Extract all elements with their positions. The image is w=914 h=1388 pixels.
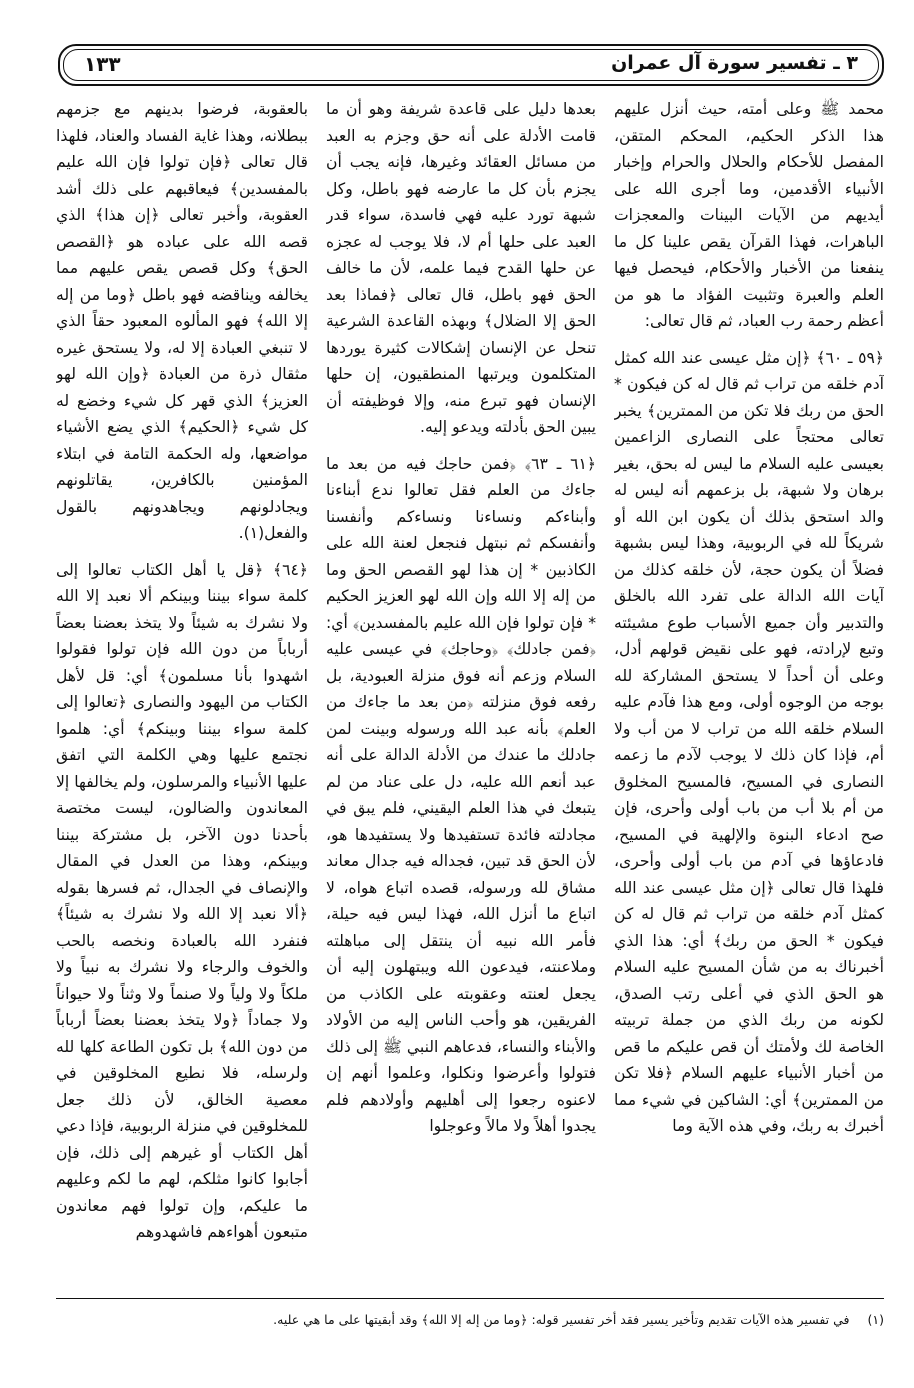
paragraph: ﴿٦١ ـ ٦٣﴾ ﴿فمن حاجك فيه من بعد ما جاءك من العلم فقل تعالوا ندع أبناءنا وأبناءكم ونساءنا ونساءكم وأنفسنا وأنفسكم ثم نبتهل فنجعل لعنة الله على الكاذبين * إن هذا لهو القصص الحق وما من إله إلا الله وإن الله لهو العزيز الحكيم * فإن تولوا فإن الله عليم بالمفسدين﴾ أي: ﴿فمن جادلك﴾ ﴿وحاجك﴾ في عيسى عليه السلام وزعم أنه فوق منزلة العبودية، بل رفعه فوق منزلته ﴿من بعد ما جاءك من العلم﴾ بأنه عبد الله ورسوله وبينت لمن جادلك ما عندك من الأدلة الدالة على أنه عبد أنعم الله عليه، دل على عناد من لم يتبعك في هذا العلم اليقيني، فلم يبق في مجادلته فائدة تستفيدها ولا يستفيدها هو، لأن الحق قد تبين، فجداله فيه جدال معاند مشاق لله ورسوله، قصده اتباع هواه، لا اتباع ما أنزل الله، فهذا ليس فيه حيلة، فأمر الله نبيه أن ينتقل إلى مباهلته وملاعنته، فيدعون الله ويبتهلون إليه أن يجعل لعنته وعقوبته على الكاذب من الفريقين، هو وأحب الناس إليه من الأولاد والأبناء والنساء، فدعاهم النبي ﷺ إلى ذلك فتولوا وأعرضوا ونكلوا، وعلموا أنهم إن لاعنوه رجعوا إلى أهليهم وأولادهم فلم يجدوا أهلاً ولا مالاً وعوجلوا <box>326 454 596 1135</box>
footnote-number: (١) <box>867 1312 884 1327</box>
text-column-right <box>614 96 884 1284</box>
page-header-frame <box>58 44 884 86</box>
text-column-middle <box>326 96 596 1284</box>
paragraph: بالعقوبة، فرضوا بدينهم مع جزمهم ببطلانه، وهذا غاية الفساد والعناد، فلهذا قال تعالى ﴿فإن تولوا فإن الله عليم بالمفسدين﴾ فيعاقبهم على ذلك أشد العقوبة، وأخبر تعالى ﴿إن هذا﴾ الذي قصه الله على عباده هو ﴿القصص الحق﴾ وكل قصص يقص عليهم مما يخالفه ويناقضه فهو باطل ﴿وما من إله إلا الله﴾ فهو المألوه المعبود حقاً الذي لا تنبغي العبادة إلا له، ولا يستحق غيره مثقال ذرة من العبادة ﴿وإن الله لهو العزيز﴾ الذي قهر كل شيء وخضع له كل شيء ﴿الحكيم﴾ الذي يضع الأشياء مواضعها، وله الحكمة التامة في ابتلاء المؤمنين بالكافرين، يقاتلونهم ويجادلونهم ويجاهدونهم بالقول والفعل(١). <box>56 100 308 542</box>
running-head-title: ٣ ـ تفسير سورة آل عمران <box>611 52 858 74</box>
paragraph: ﴿٥٩ ـ ٦٠﴾ ﴿إن مثل عيسى عند الله كمثل آدم خلقه من تراب ثم قال له كن فيكون * الحق من ربك فلا تكن من الممترين﴾ يخبر تعالى محتجاً على النصارى الزاعمين بعيسى عليه السلام ما ليس له بحق، بغير برهان ولا شبهة، بل بزعمهم أنه ليس له والد استحق بذلك أن يكون ابن الله أو شريكاً لله في الربوبية، وهذا ليس بشبهة فضلاً أن يكون حجة، لأن خلقه كذلك من آيات الله الدالة على تفرد الله بالخلق والتدبير وأن جميع الأسباب طوع مشيئته وتبع لإرادته، فهو على نقيض قولهم أدل، وعلى أن أحداً لا يستحق المشاركة لله بوجه من الوجوه أولى، ومع هذا فآدم عليه السلام خلقه الله من تراب لا من أب ولا أم، فإذا كان ذلك لا يوجب لآدم ما زعمه النصارى في المسيح، فالمسيح المخلوق من أم بلا أب من باب أولى وأحرى، فإن صح ادعاء البنوة والإلهية في المسيح، فادعاؤها في آدم من باب أولى وأحرى، فلهذا قال تعالى ﴿إن مثل عيسى عند الله كمثل آدم خلقه من تراب ثم قال له كن فيكون * الحق من ربك﴾ أي: هذا الذي أخبرناك به من شأن المسيح عليه السلام هو الحق الذي في أعلى رتب الصدق، لكونه من ربك الذي من جملة تربيته الخاصة لك ولأمتك أن قص عليكم ما قص من أخبار الأنبياء عليهم السلام ﴿فلا تكن من الممترين﴾ أي: الشاكين في شيء مما أخبرك به ربك، وفي هذه الآية وما <box>614 348 884 1135</box>
paragraph: محمد ﷺ وعلى أمته، حيث أنزل عليهم هذا الذكر الحكيم، المحكم المتقن، المفصل للأحكام والحلال والحرام وإخبار الأنبياء الأقدمين، وما أجرى الله على أيديهم من الآيات البينات والمعجزات الباهرات، فهذا القرآن يقص علينا كل ما ينفعنا من الأخبار والأحكام، فيحصل فيها العلم والعبرة وتثبيت الفؤاد ما هو من أعظم رحمة رب العباد، ثم قال تعالى: <box>614 100 884 330</box>
footnote-text: في تفسير هذه الآيات تقديم وتأخير يسير فقد أخر تفسير قوله: ﴿وما من إله إلا الله﴾ وقد أبقيتها على ما هي عليه. <box>273 1312 850 1327</box>
footnote <box>56 1310 884 1330</box>
paragraph: ﴿٦٤﴾ ﴿قل يا أهل الكتاب تعالوا إلى كلمة سواء بيننا وبينكم ألا نعبد إلا الله ولا نشرك به شيئاً ولا يتخذ بعضنا بعضاً أرباباً من دون الله فإن تولوا فقولوا اشهدوا بأنا مسلمون﴾ أي: قل لأهل الكتاب من اليهود والنصارى ﴿تعالوا إلى كلمة سواء بيننا وبينكم﴾ أي: هلموا نجتمع عليها وهي الكلمة التي اتفق عليها الأنبياء والمرسلون، ولم يخالفها إلا المعاندون والضالون، ليست مختصة بأحدنا دون الآخر، بل مشتركة بيننا وبينكم، وهذا من العدل في المقال والإنصاف في الجدال، ثم فسرها بقوله ﴿ألا نعبد إلا الله ولا نشرك به شيئاً﴾ فنفرد الله بالعبادة ونخصه بالحب والخوف والرجاء ولا نشرك به نبياً ولا ملكاً ولا ولياً ولا صنماً ولا وثناً ولا حيواناً ولا جماداً ﴿ولا يتخذ بعضنا بعضاً أرباباً من دون الله﴾ بل تكون الطاعة كلها لله ولرسله، فلا نطيع المخلوقين في معصية الخالق، لأن ذلك جعل للمخلوقين في منزلة الربوبية، فإذا دعي أهل الكتاب أو غيرهم إلى ذلك، فإن أجابوا كانوا مثلكم، لهم ما لكم وعليهم ما عليكم، وإن تولوا فهم معاندون متبعون أهواءهم فاشهدوهم <box>56 560 308 1241</box>
page-number: ١٣٣ <box>84 52 121 76</box>
paragraph: بعدها دليل على قاعدة شريفة وهو أن ما قامت الأدلة على أنه حق وجزم به العبد من مسائل العقائد وغيرها، فإنه يجب أن يجزم بأن كل ما عارضه فهو باطل، وكل شبهة تورد عليه فهي فاسدة، سواء قدر العبد على حلها أم لا، فلا يوجب له عجزه عن حلها القدح فيما علمه، لأن ما خالف الحق فهو باطل، قال تعالى ﴿فماذا بعد الحق إلا الضلال﴾ وبهذه القاعدة الشرعية تنحل عن الإنسان إشكالات كثيرة يوردها المتكلمون ويرتبها المنطقيون، إن حلها الإنسان فهو تبرع منه، وإلا فوظيفته أن يبين الحق بأدلته ويدعو إليه. <box>326 100 596 436</box>
text-column-left <box>56 96 308 1284</box>
footnote-separator <box>56 1298 884 1299</box>
